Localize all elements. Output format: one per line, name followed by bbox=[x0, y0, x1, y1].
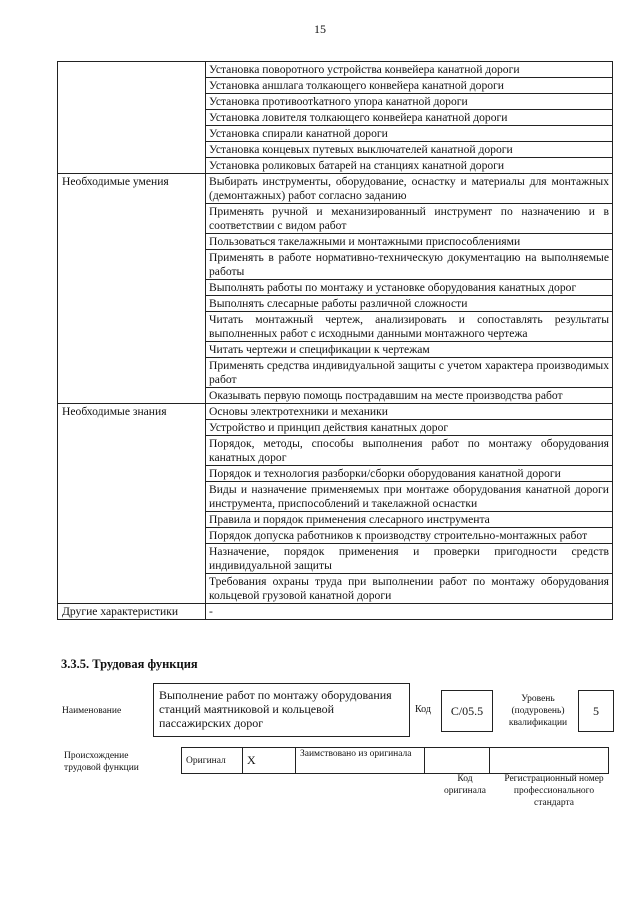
row-category bbox=[58, 204, 206, 234]
borrowed-label: Заимствовано из оригинала bbox=[296, 748, 425, 774]
table-row bbox=[58, 436, 613, 466]
row-value: Основы электротехники и механики bbox=[206, 404, 613, 420]
row-category bbox=[58, 250, 206, 280]
row-category bbox=[58, 388, 206, 404]
row-category bbox=[58, 436, 206, 466]
original-label: Оригинал bbox=[182, 748, 243, 774]
original-mark: Х bbox=[243, 748, 296, 774]
code-value-box: С/05.5 bbox=[441, 690, 493, 732]
row-value: Установка ловителя толкающего конвейера канатной дороги bbox=[206, 110, 613, 126]
section-title: 3.3.5. Трудовая функция bbox=[61, 657, 198, 671]
row-value: Требования охраны труда при выполнении работ по монтажу оборудования кольцевой грузовой канатной дороги bbox=[206, 574, 613, 604]
row-category bbox=[58, 126, 206, 142]
row-category bbox=[58, 158, 206, 174]
registration-number-cell bbox=[490, 748, 609, 774]
row-value: Выбирать инструменты, оборудование, оснастку и материалы для монтажных (демонтажных) работ согласно заданию bbox=[206, 174, 613, 204]
row-value: Назначение, порядок применения и проверки пригодности средств индивидуальной защиты bbox=[206, 544, 613, 574]
table-row bbox=[58, 296, 613, 312]
table-row bbox=[58, 158, 613, 174]
row-value: Устройство и принцип действия канатных дорог bbox=[206, 420, 613, 436]
row-category bbox=[58, 482, 206, 512]
row-value: - bbox=[206, 604, 613, 620]
row-value: Установка аншлага толкающего конвейера канатной дороги bbox=[206, 78, 613, 94]
row-category bbox=[58, 110, 206, 126]
row-category bbox=[58, 342, 206, 358]
table-row bbox=[58, 142, 613, 158]
row-category bbox=[58, 312, 206, 342]
row-value: Установка роликовых батарей на станциях канатной дороги bbox=[206, 158, 613, 174]
table-row bbox=[58, 404, 613, 420]
table-row bbox=[58, 342, 613, 358]
row-category bbox=[58, 78, 206, 94]
row-value: Применять средства индивидуальной защиты с учетом характера производимых работ bbox=[206, 358, 613, 388]
table-row bbox=[58, 94, 613, 110]
table-row bbox=[58, 62, 613, 78]
registration-number-label: Регистрационный номер профессионального стандарта bbox=[504, 774, 604, 808]
row-value: Порядок допуска работников к производству строительно-монтажных работ bbox=[206, 528, 613, 544]
row-value: Виды и назначение применяемых при монтаже оборудования канатной дороги инструмента, приспособлений и такелажной оснастки bbox=[206, 482, 613, 512]
row-category bbox=[58, 528, 206, 544]
row-category: Другие характеристики bbox=[58, 604, 206, 620]
table-row bbox=[58, 358, 613, 388]
name-label: Наименование bbox=[62, 706, 122, 716]
table-row bbox=[58, 604, 613, 620]
function-name-box: Выполнение работ по монтажу оборудования станций маятниковой и кольцевой пассажирских дорог bbox=[153, 683, 410, 737]
table-row bbox=[58, 234, 613, 250]
row-value: Установка спирали канатной дороги bbox=[206, 126, 613, 142]
row-value: Установка поворотного устройства конвейера канатной дороги bbox=[206, 62, 613, 78]
row-value: Пользоваться такелажными и монтажными приспособлениями bbox=[206, 234, 613, 250]
row-category: Необходимые умения bbox=[58, 174, 206, 204]
original-code-cell bbox=[425, 748, 490, 774]
row-category bbox=[58, 358, 206, 388]
row-value: Читать монтажный чертеж, анализировать и сопоставлять результаты выполненных работ с исходными данными монтажного чертежа bbox=[206, 312, 613, 342]
table-row bbox=[58, 388, 613, 404]
row-value: Оказывать первую помощь пострадавшим на месте производства работ bbox=[206, 388, 613, 404]
table-row bbox=[58, 420, 613, 436]
row-value: Установка концевых путевых выключателей канатной дороги bbox=[206, 142, 613, 158]
table-row bbox=[58, 482, 613, 512]
row-category bbox=[58, 544, 206, 574]
row-category bbox=[58, 234, 206, 250]
level-value-box: 5 bbox=[578, 690, 614, 732]
row-category bbox=[58, 62, 206, 78]
original-code-label: Код оригинала bbox=[444, 774, 486, 796]
table-row bbox=[58, 280, 613, 296]
row-category bbox=[58, 512, 206, 528]
level-label: Уровень (подуровень) квалификации bbox=[508, 694, 568, 728]
table-row bbox=[58, 528, 613, 544]
table-row bbox=[58, 174, 613, 204]
row-value: Применять в работе нормативно-техническую документацию на выполняемые работы bbox=[206, 250, 613, 280]
table-row bbox=[58, 250, 613, 280]
row-value: Порядок и технология разборки/сборки оборудования канатной дороги bbox=[206, 466, 613, 482]
table-row bbox=[58, 544, 613, 574]
row-category bbox=[58, 94, 206, 110]
table-row bbox=[58, 512, 613, 528]
table-row bbox=[58, 126, 613, 142]
row-category bbox=[58, 280, 206, 296]
table-row bbox=[58, 204, 613, 234]
row-value: Читать чертежи и спецификации к чертежам bbox=[206, 342, 613, 358]
row-value: Выполнять слесарные работы различной сложности bbox=[206, 296, 613, 312]
table-row bbox=[58, 574, 613, 604]
page-number: 15 bbox=[314, 22, 326, 36]
origin-label: Происхождение трудовой функции bbox=[64, 751, 139, 773]
row-value: Выполнять работы по монтажу и установке оборудования канатных дорог bbox=[206, 280, 613, 296]
row-category bbox=[58, 466, 206, 482]
code-label: Код bbox=[415, 704, 431, 715]
row-category bbox=[58, 296, 206, 312]
row-value: Установка противоотkатного упора канатной дороги bbox=[206, 94, 613, 110]
origin-grid bbox=[181, 747, 609, 774]
row-category bbox=[58, 142, 206, 158]
table-row bbox=[58, 466, 613, 482]
row-value: Правила и порядок применения слесарного инструмента bbox=[206, 512, 613, 528]
table-row bbox=[58, 110, 613, 126]
table-row bbox=[58, 312, 613, 342]
skills-knowledge-table bbox=[57, 61, 613, 620]
row-value: Применять ручной и механизированный инструмент по назначению и в соответствии с видом работ bbox=[206, 204, 613, 234]
row-category bbox=[58, 574, 206, 604]
row-category bbox=[58, 420, 206, 436]
row-value: Порядок, методы, способы выполнения работ по монтажу оборудования канатных дорог bbox=[206, 436, 613, 466]
table-row bbox=[58, 78, 613, 94]
row-category: Необходимые знания bbox=[58, 404, 206, 420]
